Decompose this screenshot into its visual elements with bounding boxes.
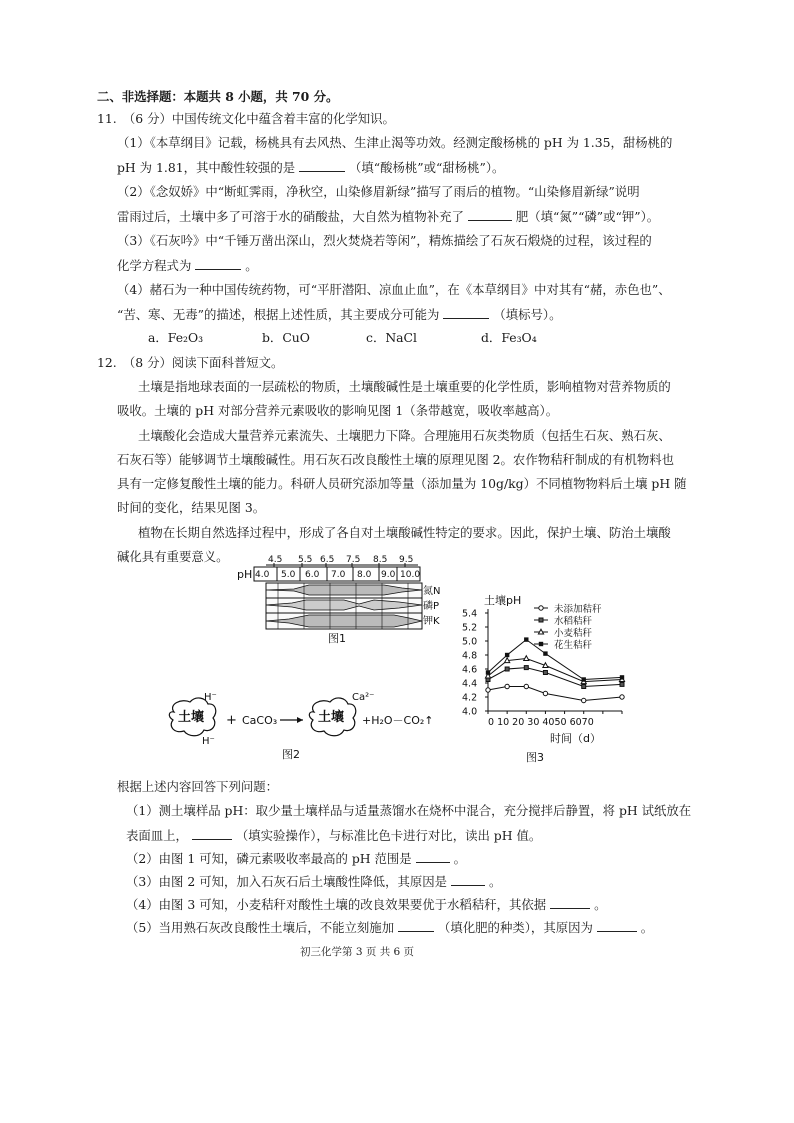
q12-s1-text: 表面皿上，	[126, 828, 188, 843]
q12-s1-line1: （1）测土壤样品 pH：取少量土壤样品与适量蒸馏水在烧杯中混合，充分搅拌后静置，将 pH 试纸放在	[126, 803, 692, 818]
series-1	[486, 684, 624, 702]
data-point	[582, 698, 586, 702]
legend-marker	[539, 606, 543, 610]
fig2-products: +H₂O－CO₂↑	[362, 714, 434, 727]
data-point	[543, 651, 547, 655]
q12-s3-period: 。	[488, 874, 502, 889]
q11-p2-line1: （2）《念奴娇》中“断虹霁雨，净秋空，山染修眉新绿”描写了雨后的植物。“山染修眉新绿”说明	[117, 184, 640, 199]
answer-blank-12-4[interactable]	[550, 896, 590, 909]
fig1-top-tick: 7.5	[346, 555, 361, 565]
fig1-top-tick: 8.5	[373, 555, 388, 565]
answer-blank-11-3[interactable]	[195, 257, 241, 270]
q12-s4	[126, 896, 606, 913]
data-point	[543, 663, 548, 668]
legend-label: 花生秸秆	[554, 640, 593, 651]
answer-blank-11-2[interactable]	[468, 208, 512, 221]
q12-s5-mid: （填化肥的种类），其原因为	[438, 920, 593, 935]
q12-s1-tail: （填实验操作），与标准比色卡进行对比，读出 pH 值。	[235, 828, 542, 843]
fig2-h-top: H⁻	[204, 692, 217, 703]
data-point	[486, 688, 490, 692]
fig1-bottom-tick: 8.0	[357, 570, 372, 580]
y-tick-label: 4.4	[462, 678, 478, 690]
data-point	[582, 685, 586, 689]
q12-para-5: 具有一定修复酸性土壤的能力。科研人员研究添加等量（添加量为 10g/kg）不同植物物料后土壤 pH 随	[117, 476, 687, 491]
fig2-soil-left: 土壤	[178, 710, 205, 725]
legend-label: 水稻秸秆	[554, 616, 593, 627]
fig1-bottom-tick: 6.0	[305, 570, 320, 580]
q11-p4-line2	[117, 306, 562, 323]
data-point	[524, 666, 528, 670]
fig1-row-label: 钾K	[423, 616, 440, 627]
data-point	[620, 675, 624, 679]
chart-ylabel: 土壤pH	[484, 594, 522, 607]
legend-marker	[539, 618, 543, 622]
chart-xticks: 0 10 20 30 4050 6070	[488, 717, 594, 728]
fig1-top-ticks	[268, 555, 413, 565]
q12-s2	[126, 850, 466, 867]
data-point	[524, 684, 528, 688]
fig1-bottom-tick: 10.0	[400, 570, 421, 580]
y-tick-label: 4.6	[462, 664, 478, 676]
data-point	[582, 677, 586, 681]
q12-s5-period: 。	[640, 920, 654, 935]
data-point	[524, 656, 529, 661]
fig1-top-tick: 6.5	[320, 555, 335, 565]
option-a: a．Fe₂O₃	[148, 330, 204, 345]
q12-para-2: 吸收。土壤的 pH 对部分营养元素吸收的影响见图 1（条带越宽，吸收率越高）。	[117, 403, 559, 418]
legend-marker	[539, 642, 543, 646]
option-b: b．CuO	[262, 330, 310, 345]
fig2-ca: Ca²⁻	[352, 692, 375, 703]
q11-p4-line1: （4）赭石为一种中国传统药物，可“平肝潜阳、凉血止血”，在《本草纲目》中对其有“赭，赤色也”、	[117, 282, 671, 297]
answer-blank-12-3[interactable]	[451, 873, 485, 886]
fig2-caption: 图2	[282, 748, 300, 761]
q12-s5	[126, 919, 653, 936]
data-point	[620, 682, 624, 686]
y-axis	[462, 609, 488, 718]
fig1-row-label: 磷P	[423, 601, 440, 612]
q12-s2-period: 。	[453, 851, 466, 866]
q12-s1-line2	[126, 827, 541, 844]
q12-para-3: 土壤酸化会造成大量营养元素流失、土壤肥力下降。合理施用石灰类物质（包括生石灰、熟石灰、	[138, 428, 671, 443]
q12-para-8: 碱化具有重要意义。	[117, 549, 229, 564]
fig1-top-tick: 9.5	[399, 555, 414, 565]
q12-s5-text: （5）当用熟石灰改良酸性土壤后，不能立刻施加	[126, 920, 395, 935]
fig1-top-tick: 5.5	[298, 555, 313, 565]
y-tick-label: 5.4	[462, 608, 478, 620]
q11-p2-text: 雷雨过后，土壤中多了可溶于水的硝酸盐，大自然为植物补充了	[117, 209, 464, 224]
q11-p4-text: “苦、寒、无毒”的描述，根据上述性质，其主要成分可能为	[117, 307, 440, 322]
q11-title: 11. （6 分）中国传统文化中蕴含着丰富的化学知识。	[97, 111, 395, 126]
y-tick-label: 5.0	[462, 636, 478, 648]
answer-blank-12-2[interactable]	[416, 850, 450, 863]
answer-blank-12-5a[interactable]	[398, 919, 434, 932]
y-tick-label: 4.0	[462, 706, 478, 718]
data-point	[505, 653, 509, 657]
q11-p1-line2	[117, 159, 504, 176]
q11-p1-line1: （1）《本草纲目》记载，杨桃具有去风热、生津止渴等功效。经测定酸杨桃的 pH 为 1.35，甜杨桃的	[117, 135, 673, 150]
q12-para-6: 时间的变化，结果见图 3。	[117, 500, 266, 515]
fig1-row-label: 氮N	[423, 586, 441, 597]
q11-p3-period: 。	[245, 258, 258, 273]
q12-para-1: 土壤是指地球表面的一层疏松的物质，土壤酸碱性是土壤重要的化学性质，影响植物对营养物质的	[138, 379, 671, 394]
answer-blank-11-4[interactable]	[443, 306, 489, 319]
data-point	[505, 667, 509, 671]
answer-blank-12-5b[interactable]	[597, 919, 637, 932]
q11-p3-line2	[117, 257, 258, 274]
data-point	[505, 658, 510, 663]
fig1-bottom-tick: 5.0	[281, 570, 296, 580]
option-d: d．Fe₃O₄	[481, 330, 537, 345]
q12-para-4: 石灰石等）能够调节土壤酸碱性。用石灰石改良酸性土壤的原理见图 2。农作物秸秆制成的有机物料也	[117, 452, 675, 467]
fig1-caption: 图1	[328, 632, 346, 645]
fig1-bottom-tick: 7.0	[331, 570, 346, 580]
data-point	[524, 637, 528, 641]
figure-2	[160, 690, 450, 762]
legend-marker	[538, 629, 543, 634]
figure-3-chart	[430, 585, 640, 765]
legend	[534, 603, 602, 651]
figure-1	[234, 552, 444, 648]
section-title: 二、非选择题：本题共 8 小题，共 70 分。	[97, 89, 339, 104]
option-c: c．NaCl	[366, 330, 418, 345]
q12-s4-text: （4）由图 3 可知，小麦秸秆对酸性土壤的改良效果要优于水稻秸秆，其依据	[126, 897, 547, 912]
q12-prompt: 根据上述内容回答下列问题：	[117, 779, 279, 794]
y-tick-label: 4.8	[462, 650, 478, 662]
q12-title: 12. （8 分）阅读下面科普短文。	[97, 355, 284, 370]
fig2-plus: +	[226, 713, 237, 728]
data-point	[505, 684, 509, 688]
fig2-soil-right: 土壤	[318, 710, 345, 725]
q12-s4-period: 。	[594, 897, 607, 912]
fig2-h-bottom: H⁻	[202, 736, 215, 747]
fig1-ph-label: pH	[237, 568, 253, 581]
q11-p2-tail: 肥（填“氮”“磷”或“钾”）。	[515, 209, 660, 224]
data-point	[543, 691, 547, 695]
q11-p2-line2	[117, 208, 659, 225]
fig3-caption: 图3	[526, 751, 544, 764]
legend-label: 小麦秸秆	[554, 628, 593, 639]
q12-s2-text: （2）由图 1 可知，磷元素吸收率最高的 pH 范围是	[126, 851, 412, 866]
fig1-bottom-tick: 9.0	[381, 570, 396, 580]
y-tick-label: 4.2	[462, 692, 478, 704]
q11-p3-text: 化学方程式为	[117, 258, 192, 273]
legend-label: 未添加秸秆	[554, 604, 602, 615]
q11-p3-line1: （3）《石灰吟》中“千锤万凿出深山，烈火焚烧若等闲”，精炼描绘了石灰石煅烧的过程，该过程的	[117, 233, 652, 248]
fig2-caco3: CaCO₃	[242, 714, 278, 727]
q11-p1-text: pH 为 1.81，其中酸性较强的是	[117, 160, 296, 175]
data-point	[486, 670, 490, 674]
page-footer: 初三化学第 3 页 共 6 页	[300, 946, 415, 958]
answer-blank-12-1[interactable]	[192, 827, 232, 840]
fig1-top-tick: 4.5	[268, 555, 283, 565]
fig1-bottom-ticks	[255, 570, 420, 580]
x-axis	[488, 711, 622, 714]
q11-p4-tail: （填标号）。	[493, 307, 562, 322]
answer-blank-11-1[interactable]	[299, 159, 345, 172]
q12-s3-text: （3）由图 2 可知，加入石灰石后土壤酸性降低，其原因是	[126, 874, 448, 889]
q12-para-7: 植物在长期自然选择过程中，形成了各自对土壤酸碱性特定的要求。因此，保护土壤、防治土壤酸	[138, 525, 671, 540]
data-point	[543, 671, 547, 675]
y-tick-label: 5.2	[462, 622, 478, 634]
q11-p1-tail: （填“酸杨桃”或“甜杨桃”）。	[349, 160, 505, 175]
data-point	[620, 695, 624, 699]
fig1-bottom-tick: 4.0	[255, 570, 270, 580]
chart-xlabel: 时间（d）	[550, 732, 601, 745]
q12-s3	[126, 873, 501, 890]
